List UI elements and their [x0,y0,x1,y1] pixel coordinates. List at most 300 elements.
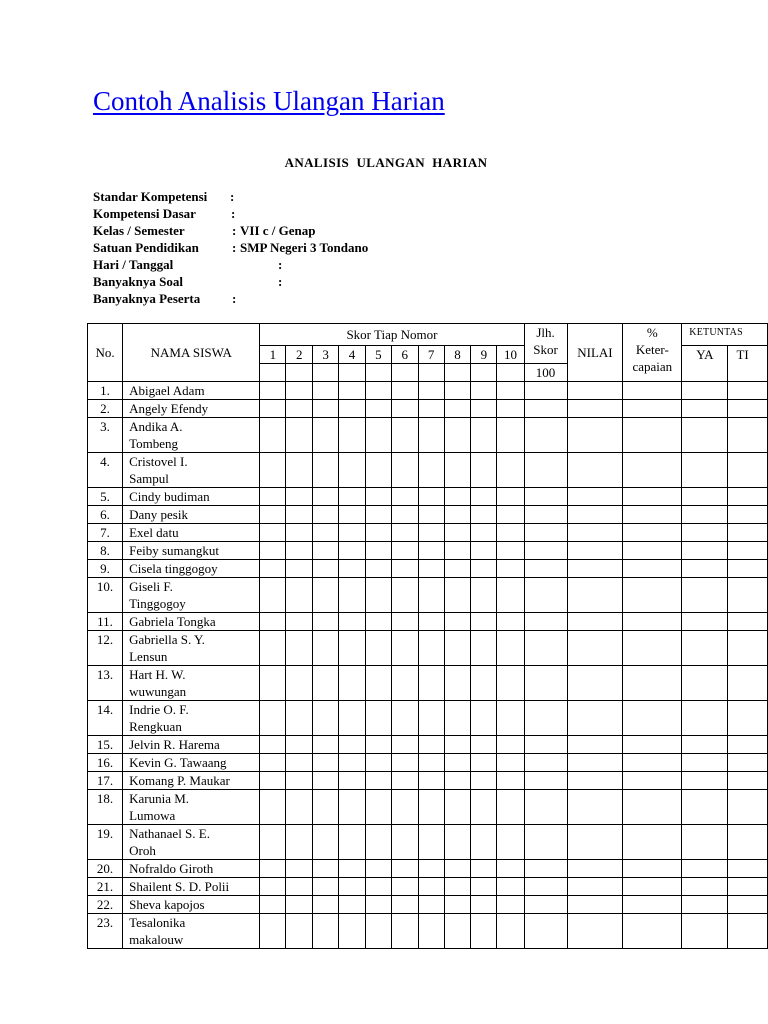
score-cell[interactable] [260,506,286,524]
score-cell[interactable] [365,418,391,453]
score-cell[interactable] [365,790,391,825]
score-cell[interactable] [365,382,391,400]
score-cell[interactable] [418,506,444,524]
score-cell[interactable] [524,666,567,701]
score-cell[interactable] [313,506,339,524]
score-cell[interactable] [471,418,497,453]
score-cell[interactable] [418,488,444,506]
score-cell[interactable] [728,453,768,488]
score-cell[interactable] [313,914,339,949]
score-cell[interactable] [682,631,728,666]
score-cell[interactable] [339,400,366,418]
score-cell[interactable] [339,772,366,790]
score-cell[interactable] [623,560,682,578]
score-cell[interactable] [313,754,339,772]
score-cell[interactable] [728,790,768,825]
score-cell[interactable] [471,772,497,790]
score-cell[interactable] [313,666,339,701]
score-cell[interactable] [682,506,728,524]
score-cell[interactable] [418,524,444,542]
score-cell[interactable] [524,701,567,736]
score-cell[interactable] [418,772,444,790]
score-cell[interactable] [339,506,366,524]
score-cell[interactable] [497,524,524,542]
score-cell[interactable] [365,578,391,613]
score-cell[interactable] [471,400,497,418]
score-cell[interactable] [444,701,471,736]
score-cell[interactable] [313,772,339,790]
score-cell[interactable] [471,825,497,860]
score-cell[interactable] [339,382,366,400]
score-cell[interactable] [444,453,471,488]
score-cell[interactable] [728,382,768,400]
score-cell[interactable] [391,613,418,631]
score-cell[interactable] [313,613,339,631]
score-cell[interactable] [260,453,286,488]
score-cell[interactable] [524,825,567,860]
score-cell[interactable] [497,400,524,418]
score-cell[interactable] [286,825,313,860]
score-cell[interactable] [418,701,444,736]
score-cell[interactable] [471,613,497,631]
score-cell[interactable] [391,772,418,790]
score-cell[interactable] [623,506,682,524]
score-cell[interactable] [623,736,682,754]
score-cell[interactable] [260,400,286,418]
score-cell[interactable] [728,736,768,754]
score-cell[interactable] [260,736,286,754]
score-cell[interactable] [339,524,366,542]
score-cell[interactable] [444,418,471,453]
score-cell[interactable] [391,524,418,542]
score-cell[interactable] [313,382,339,400]
score-cell[interactable] [260,488,286,506]
score-cell[interactable] [728,631,768,666]
score-cell[interactable] [471,506,497,524]
score-cell[interactable] [391,542,418,560]
score-cell[interactable] [365,754,391,772]
score-cell[interactable] [497,896,524,914]
score-cell[interactable] [497,736,524,754]
score-cell[interactable] [286,613,313,631]
score-cell[interactable] [567,506,623,524]
score-cell[interactable] [444,631,471,666]
score-cell[interactable] [728,418,768,453]
score-cell[interactable] [286,382,313,400]
score-cell[interactable] [623,542,682,560]
score-cell[interactable] [567,701,623,736]
score-cell[interactable] [682,542,728,560]
score-cell[interactable] [623,453,682,488]
score-cell[interactable] [682,488,728,506]
score-cell[interactable] [418,825,444,860]
score-cell[interactable] [524,560,567,578]
score-cell[interactable] [471,701,497,736]
score-cell[interactable] [524,524,567,542]
score-cell[interactable] [524,488,567,506]
score-cell[interactable] [682,560,728,578]
score-cell[interactable] [286,666,313,701]
score-cell[interactable] [418,914,444,949]
score-cell[interactable] [365,524,391,542]
score-cell[interactable] [260,578,286,613]
score-cell[interactable] [471,542,497,560]
score-cell[interactable] [391,400,418,418]
score-cell[interactable] [286,878,313,896]
score-cell[interactable] [728,400,768,418]
score-cell[interactable] [260,860,286,878]
score-cell[interactable] [471,488,497,506]
score-cell[interactable] [567,860,623,878]
score-cell[interactable] [286,578,313,613]
score-cell[interactable] [567,560,623,578]
score-cell[interactable] [313,453,339,488]
score-cell[interactable] [260,666,286,701]
score-cell[interactable] [286,542,313,560]
score-cell[interactable] [623,631,682,666]
score-cell[interactable] [260,524,286,542]
score-cell[interactable] [524,613,567,631]
score-cell[interactable] [418,860,444,878]
score-cell[interactable] [418,754,444,772]
score-cell[interactable] [391,878,418,896]
score-cell[interactable] [623,578,682,613]
score-cell[interactable] [444,896,471,914]
score-cell[interactable] [623,418,682,453]
score-cell[interactable] [728,914,768,949]
score-cell[interactable] [567,825,623,860]
score-cell[interactable] [391,860,418,878]
score-cell[interactable] [260,613,286,631]
score-cell[interactable] [391,506,418,524]
score-cell[interactable] [728,860,768,878]
score-cell[interactable] [524,914,567,949]
score-cell[interactable] [418,666,444,701]
score-cell[interactable] [497,914,524,949]
score-cell[interactable] [728,613,768,631]
score-cell[interactable] [471,790,497,825]
score-cell[interactable] [567,666,623,701]
score-cell[interactable] [260,542,286,560]
score-cell[interactable] [497,578,524,613]
score-cell[interactable] [418,382,444,400]
score-cell[interactable] [623,896,682,914]
score-cell[interactable] [444,578,471,613]
score-cell[interactable] [497,418,524,453]
score-cell[interactable] [286,736,313,754]
score-cell[interactable] [524,772,567,790]
score-cell[interactable] [260,560,286,578]
score-cell[interactable] [418,453,444,488]
score-cell[interactable] [567,631,623,666]
score-cell[interactable] [365,560,391,578]
score-cell[interactable] [339,896,366,914]
score-cell[interactable] [728,542,768,560]
score-cell[interactable] [313,701,339,736]
score-cell[interactable] [444,560,471,578]
score-cell[interactable] [391,418,418,453]
score-cell[interactable] [365,400,391,418]
score-cell[interactable] [286,772,313,790]
score-cell[interactable] [365,666,391,701]
score-cell[interactable] [682,736,728,754]
score-cell[interactable] [623,860,682,878]
score-cell[interactable] [567,896,623,914]
score-cell[interactable] [524,453,567,488]
score-cell[interactable] [682,578,728,613]
score-cell[interactable] [444,542,471,560]
score-cell[interactable] [418,578,444,613]
score-cell[interactable] [497,772,524,790]
score-cell[interactable] [339,631,366,666]
score-cell[interactable] [391,560,418,578]
score-cell[interactable] [418,418,444,453]
score-cell[interactable] [260,418,286,453]
score-cell[interactable] [623,524,682,542]
score-cell[interactable] [339,790,366,825]
score-cell[interactable] [471,631,497,666]
score-cell[interactable] [365,488,391,506]
score-cell[interactable] [313,878,339,896]
score-cell[interactable] [313,400,339,418]
score-cell[interactable] [260,382,286,400]
score-cell[interactable] [567,736,623,754]
score-cell[interactable] [682,666,728,701]
score-cell[interactable] [313,825,339,860]
score-cell[interactable] [623,790,682,825]
score-cell[interactable] [391,666,418,701]
score-cell[interactable] [623,382,682,400]
score-cell[interactable] [567,790,623,825]
score-cell[interactable] [260,790,286,825]
score-cell[interactable] [286,418,313,453]
score-cell[interactable] [286,524,313,542]
score-cell[interactable] [339,542,366,560]
score-cell[interactable] [339,701,366,736]
score-cell[interactable] [286,506,313,524]
score-cell[interactable] [497,506,524,524]
score-cell[interactable] [471,754,497,772]
score-cell[interactable] [339,914,366,949]
score-cell[interactable] [391,896,418,914]
score-cell[interactable] [728,578,768,613]
score-cell[interactable] [567,772,623,790]
score-cell[interactable] [497,878,524,896]
score-cell[interactable] [286,631,313,666]
score-cell[interactable] [444,860,471,878]
score-cell[interactable] [444,666,471,701]
score-cell[interactable] [728,754,768,772]
score-cell[interactable] [339,860,366,878]
score-cell[interactable] [567,542,623,560]
score-cell[interactable] [497,542,524,560]
score-cell[interactable] [339,453,366,488]
score-cell[interactable] [260,896,286,914]
score-cell[interactable] [313,736,339,754]
score-cell[interactable] [365,878,391,896]
score-cell[interactable] [623,666,682,701]
score-cell[interactable] [682,896,728,914]
score-cell[interactable] [260,825,286,860]
score-cell[interactable] [365,631,391,666]
score-cell[interactable] [682,790,728,825]
score-cell[interactable] [391,790,418,825]
score-cell[interactable] [524,754,567,772]
score-cell[interactable] [444,613,471,631]
page-title[interactable]: Contoh Analisis Ulangan Harian [93,86,445,116]
score-cell[interactable] [365,860,391,878]
score-cell[interactable] [313,542,339,560]
score-cell[interactable] [260,754,286,772]
score-cell[interactable] [497,453,524,488]
score-cell[interactable] [418,736,444,754]
score-cell[interactable] [365,613,391,631]
score-cell[interactable] [471,560,497,578]
score-cell[interactable] [471,453,497,488]
score-cell[interactable] [567,400,623,418]
score-cell[interactable] [444,382,471,400]
score-cell[interactable] [444,736,471,754]
score-cell[interactable] [524,878,567,896]
score-cell[interactable] [524,542,567,560]
score-cell[interactable] [497,790,524,825]
score-cell[interactable] [444,754,471,772]
score-cell[interactable] [524,382,567,400]
score-cell[interactable] [313,418,339,453]
score-cell[interactable] [567,914,623,949]
score-cell[interactable] [365,506,391,524]
score-cell[interactable] [286,488,313,506]
score-cell[interactable] [286,790,313,825]
score-cell[interactable] [682,382,728,400]
score-cell[interactable] [623,701,682,736]
score-cell[interactable] [682,701,728,736]
score-cell[interactable] [444,506,471,524]
score-cell[interactable] [339,560,366,578]
score-cell[interactable] [391,736,418,754]
score-cell[interactable] [524,578,567,613]
score-cell[interactable] [339,488,366,506]
score-cell[interactable] [391,488,418,506]
score-cell[interactable] [286,754,313,772]
score-cell[interactable] [286,701,313,736]
score-cell[interactable] [623,754,682,772]
score-cell[interactable] [497,488,524,506]
score-cell[interactable] [365,914,391,949]
score-cell[interactable] [728,825,768,860]
score-cell[interactable] [391,701,418,736]
score-cell[interactable] [365,896,391,914]
score-cell[interactable] [682,524,728,542]
score-cell[interactable] [313,860,339,878]
score-cell[interactable] [286,896,313,914]
score-cell[interactable] [444,488,471,506]
score-cell[interactable] [444,524,471,542]
score-cell[interactable] [682,453,728,488]
score-cell[interactable] [418,896,444,914]
score-cell[interactable] [391,578,418,613]
score-cell[interactable] [623,772,682,790]
score-cell[interactable] [497,825,524,860]
score-cell[interactable] [260,914,286,949]
score-cell[interactable] [728,666,768,701]
score-cell[interactable] [471,878,497,896]
score-cell[interactable] [682,878,728,896]
score-cell[interactable] [313,631,339,666]
score-cell[interactable] [391,453,418,488]
score-cell[interactable] [682,400,728,418]
score-cell[interactable] [682,772,728,790]
score-cell[interactable] [567,878,623,896]
score-cell[interactable] [728,560,768,578]
score-cell[interactable] [313,896,339,914]
score-cell[interactable] [365,772,391,790]
score-cell[interactable] [339,666,366,701]
score-cell[interactable] [497,860,524,878]
score-cell[interactable] [286,860,313,878]
score-cell[interactable] [623,613,682,631]
score-cell[interactable] [391,754,418,772]
score-cell[interactable] [524,896,567,914]
score-cell[interactable] [313,560,339,578]
score-cell[interactable] [524,506,567,524]
score-cell[interactable] [418,878,444,896]
score-cell[interactable] [567,524,623,542]
score-cell[interactable] [567,578,623,613]
score-cell[interactable] [728,772,768,790]
score-cell[interactable] [497,382,524,400]
score-cell[interactable] [418,613,444,631]
score-cell[interactable] [682,754,728,772]
score-cell[interactable] [471,896,497,914]
score-cell[interactable] [567,382,623,400]
score-cell[interactable] [567,754,623,772]
score-cell[interactable] [260,701,286,736]
score-cell[interactable] [524,860,567,878]
score-cell[interactable] [682,613,728,631]
score-cell[interactable] [682,825,728,860]
score-cell[interactable] [524,631,567,666]
score-cell[interactable] [682,914,728,949]
score-cell[interactable] [418,790,444,825]
score-cell[interactable] [444,400,471,418]
score-cell[interactable] [471,524,497,542]
score-cell[interactable] [623,878,682,896]
score-cell[interactable] [471,666,497,701]
score-cell[interactable] [728,488,768,506]
score-cell[interactable] [444,825,471,860]
score-cell[interactable] [391,914,418,949]
score-cell[interactable] [313,790,339,825]
score-cell[interactable] [391,631,418,666]
score-cell[interactable] [524,400,567,418]
score-cell[interactable] [391,382,418,400]
score-cell[interactable] [444,790,471,825]
score-cell[interactable] [339,878,366,896]
score-cell[interactable] [471,382,497,400]
score-cell[interactable] [313,488,339,506]
score-cell[interactable] [286,560,313,578]
score-cell[interactable] [682,418,728,453]
score-cell[interactable] [567,488,623,506]
score-cell[interactable] [524,736,567,754]
score-cell[interactable] [260,631,286,666]
score-cell[interactable] [728,506,768,524]
score-cell[interactable] [260,878,286,896]
score-cell[interactable] [497,666,524,701]
score-cell[interactable] [471,914,497,949]
score-cell[interactable] [365,701,391,736]
